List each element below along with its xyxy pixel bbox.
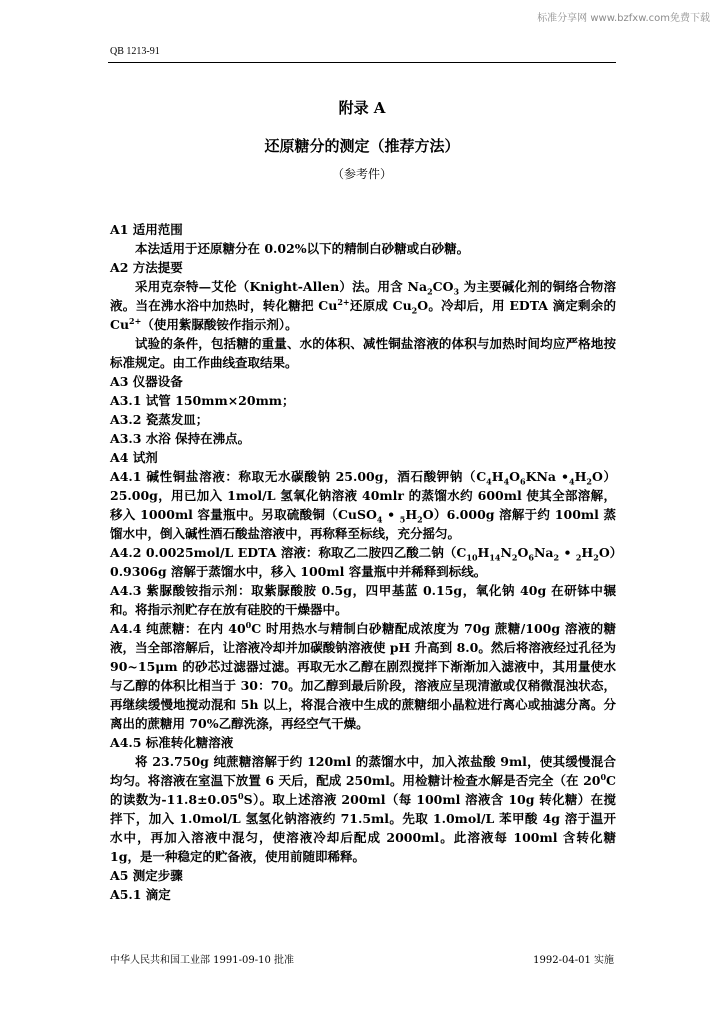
item-a4-5: 将 23.750g 纯蔗糖溶解于约 120ml 的蒸馏水中，加入浓盐酸 9ml，使其缓慢混合均匀。将溶液在室温下放置 6 天后，配成 250ml。用检糖计检查水解是否完全（在 $20^0C$ 的读数为$-11.8\pm 0.05^0S$）。取上述溶液 200ml（每 100ml 溶液含 10g 转化糖）在搅拌下，加入 1.0mol/L 氢氢化钠溶液约 71.5ml。先取 1.0mol/L 苯甲酸 4g 溶于温开水中，再加入溶液中混匀，使溶液冷却后配成 2000ml。此溶液每 100ml 含转化糖 1g，是一种稳定的贮备液，使用前随即稀释。: [110, 754, 616, 864]
paragraph-a2-1: 采用克奈特—艾伦（Knight-Allen）法。用含 $Na_2CO_3$ 为主要碱化剂的铜络合物溶液。当在沸水浴中加热时，转化糖把 $Cu^{2+}$还原成 $Cu_2O$。冷却后，用 EDTA 滴定剩余的 $Cu^{2+}$（使用紫脲酸铵作指示剂）。: [110, 279, 617, 332]
section-heading-a3: A3 仪器设备: [110, 374, 183, 389]
item-a4-1: A4.1 碱性铜盐溶液：称取无水碳酸钠 25.00g，酒石酸钾钠（$C_4H_4O_6KNa$ $•_4H_2O)25.00g$，用已加入 1mol/L 氢氧化钠溶液 40mlr 的蒸馏水约 600ml 使其全部溶解，移入 1000ml 容量瓶中。另取硫酸铜（CuSO$_4$ • $_5H_2O)6.000g$ 溶解于约 100ml 蒸馏水中，倒入碱性酒石酸盐溶液中，再称释至标线，充分摇匀。: [110, 469, 617, 541]
standard-code: QB 1213-91: [110, 46, 160, 57]
implementation-date: 1992-04-01 实施: [533, 955, 614, 966]
document-body: [110, 220, 616, 904]
item-a4-4: A4.4 纯蔗糖：在内 $40^0C$ 时用热水与精制白砂糖配成浓度为 70g 蔗糖/100g 溶液的糖液，当全部溶解后，让溶液冷却并加碳酸钠溶液使 pH 升高到 8.0。然后将溶液经过孔径为 90~15μm 的砂芯过滤器过滤。再取无水乙醇在剧烈搅拌下渐渐加入滤液中，其用量使水与乙醇的体积比相当于 30：70。加乙醇到最后阶段，溶液应呈现清澈或仅稍微混浊状态，再继续缓慢地搅动混和 5h 以上，将混合液中生成的蔗糖细小晶粒进行离心或抽滤分离。分离出的蔗糖用 70%乙醇洗涤，再经空气干燥。: [110, 619, 617, 731]
section-heading-a2: A2 方法提要: [110, 260, 183, 275]
item-a3-1: A3.1 试管 150mm×20mm；: [110, 393, 295, 408]
approval-date: 中华人民共和国工业部 1991-09-10 批准: [110, 955, 295, 966]
item-a4-3: A4.3 紫脲酸铵指示剂：取紫脲酸胺 0.5g，四甲基蓝 0.15g，氧化钠 40g 在研钵中辗和。将指示剂贮存在放有硅胶的干燥器中。: [110, 583, 616, 617]
item-a3-3: A3.3 水浴 保持在沸点。: [110, 431, 251, 446]
paragraph-a1: 本法适用于还原糖分在 0.02%以下的精制白砂糖或白砂糖。: [135, 241, 470, 256]
item-a4-5-heading: A4.5 标准转化糖溶液: [110, 735, 234, 750]
section-heading-a1: A1 适用范围: [110, 222, 183, 237]
paragraph-a2-2: 试验的条件，包括糖的重量、水的体积、减性铜盐溶液的体积与加热时间均应严格地按标准规定。由工作曲线查取结果。: [110, 336, 616, 370]
header-divider: [108, 62, 616, 63]
item-a5-1: A5.1 滴定: [110, 887, 171, 902]
item-a3-2: A3.2 瓷蒸发皿；: [110, 412, 209, 427]
watermark-text: 标准分享网 www.bzfxw.com免费下载: [537, 13, 710, 24]
appendix-subtitle: （参考件）: [331, 167, 392, 181]
item-a4-2: A4.2 0.0025mol/L EDTA 溶液：称取乙二胺四乙酸二钠（$C_{10}H_{14}N_2O_6Na_2$ • $_2H_2O)0.9306g$ 溶解于蒸馏水中，移入 100ml 容量瓶中并稀释到标线。: [110, 545, 616, 579]
section-heading-a5: A5 测定步骤: [110, 868, 183, 883]
appendix-label: 附录 A: [338, 99, 386, 117]
section-heading-a4: A4 试剂: [110, 450, 158, 465]
appendix-title: 还原糖分的测定（推荐方法）: [264, 137, 460, 155]
